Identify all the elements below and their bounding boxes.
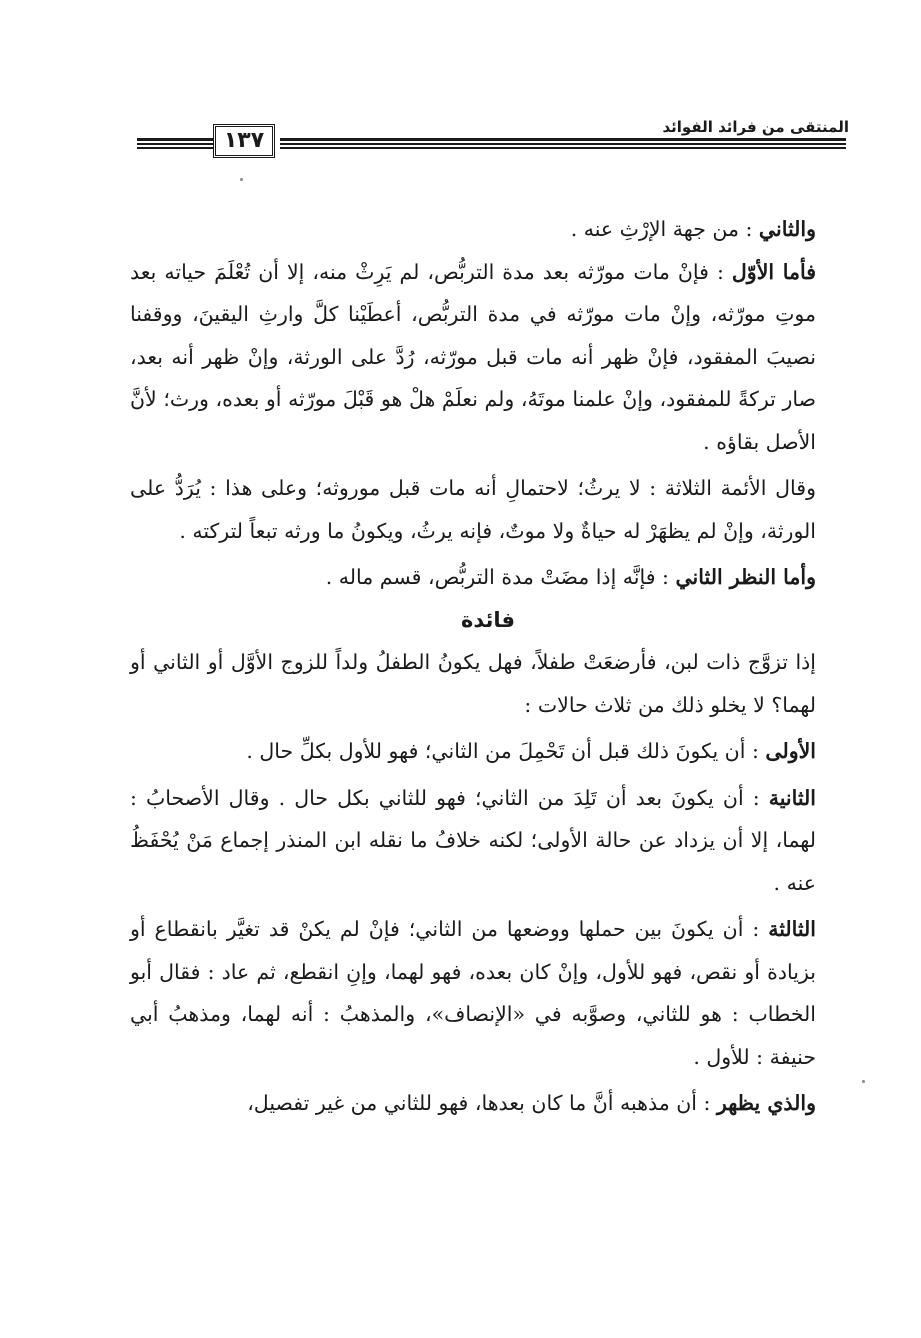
paragraph-label: الثالثة	[768, 917, 816, 941]
scan-speck	[862, 1080, 865, 1083]
page-number: ١٣٧	[213, 124, 275, 158]
paragraph	[130, 467, 846, 552]
paragraph	[130, 251, 846, 464]
paragraph-label: الثانية	[768, 785, 816, 810]
paragraph-text: : من جهة الإرْثِ عنه .	[570, 217, 759, 241]
paragraph	[130, 556, 846, 599]
running-title: المنتقى من فرائد الفوائد	[662, 118, 849, 136]
scan-speck	[240, 178, 243, 181]
paragraph-text: : أن يكونَ بين حملها ووضعها من الثاني؛ فإنْ لم يكنْ قد تغيَّر بانقطاع أو بزيادة أو نقص، فهو للأول، وإنْ كان بعده، فهو لهما، وإنِ انقطع، ثم عاد : فقال أبو الخطاب : هو للثاني، وصوَّبه في «الإنصاف»، والمذهبُ : أنه لهما، ومذهبُ أبي حنيفة : للأول .	[130, 917, 816, 1069]
paragraph-text: وقال الأئمة الثلاثة : لا يرثُ؛ لاحتمالِ أنه مات قبل موروثه؛ وعلى هذا : يُرَدُّ على الورثة، وإنْ لم يظهَرْ له حياةٌ ولا موتٌ، فإنه يرثُ، ويكونُ ما ورثه تبعاً لتركته .	[130, 476, 816, 543]
paragraph	[130, 208, 846, 251]
paragraph-text: : فإنْ مات مورّثه بعد مدة التربُّص، لم يَرِثْ منه، إلا أن تُعْلَمَ حياته بعد موتِ مورّثه، وإنْ مات مورّثه في مدة التربُّص، أعطَيْنا كلَّ وارثِ اليقينَ، ووقفنا نصيبَ المفقود، فإنْ ظهر أنه مات قبل مورّثه، رُدَّ على الورثة، وإنْ ظهر أنه بعد، صار تركةً للمفقود، وإنْ علمنا موتَهُ، ولم نعلَمْ هلْ هو قَبْلَ مورّثه أو بعده، ورث؛ لأنَّ الأصل بقاؤه .	[130, 259, 816, 454]
paragraph-text: : فإنَّه إذا مضَتْ مدة التربُّص، قسم ماله .	[325, 565, 676, 589]
paragraph-text: : أن مذهبه أنَّ ما كان بعدها، فهو للثاني من غير تفصيل،	[247, 1091, 717, 1115]
header-rule-right	[280, 138, 846, 148]
paragraph-label: والثاني	[758, 217, 816, 241]
paragraph-label: الأولى	[765, 739, 816, 763]
paragraph	[130, 1082, 846, 1125]
section-heading: فائدة	[460, 607, 516, 632]
paragraph-text: إذا تزوَّج ذات لبن، فأرضعَتْ طفلاً، فهل يكونُ الطفلُ ولداً للزوج الأوَّل أو الثاني أو لهما؟ لا يخلو ذلك من ثلاث حالات :	[130, 650, 816, 717]
paragraph	[130, 730, 846, 773]
paragraph-label: وأما النظر الثاني	[675, 565, 816, 589]
paragraph-label: والذي يظهر	[716, 1091, 816, 1115]
paragraph-text: : أن يكونَ ذلك قبل أن تَحْمِلَ من الثاني؛ فهو للأول بكلِّ حال .	[246, 739, 766, 763]
paragraph	[130, 641, 846, 726]
header-rule-left	[137, 138, 213, 148]
paragraph-label: فأما الأوّل	[731, 259, 816, 284]
body-text	[130, 208, 846, 1125]
paragraph	[130, 777, 846, 905]
paragraph	[130, 908, 846, 1078]
paragraph-text: : أن يكونَ بعد أن تَلِدَ من الثاني؛ فهو للثاني بكل حال . وقال الأصحابُ : لهما، إلا أن يزداد عن حالة الأولى؛ لكنه خلافُ ما نقله ابن المنذر إجماع مَنْ يُحْفَظُ عنه .	[130, 785, 816, 895]
